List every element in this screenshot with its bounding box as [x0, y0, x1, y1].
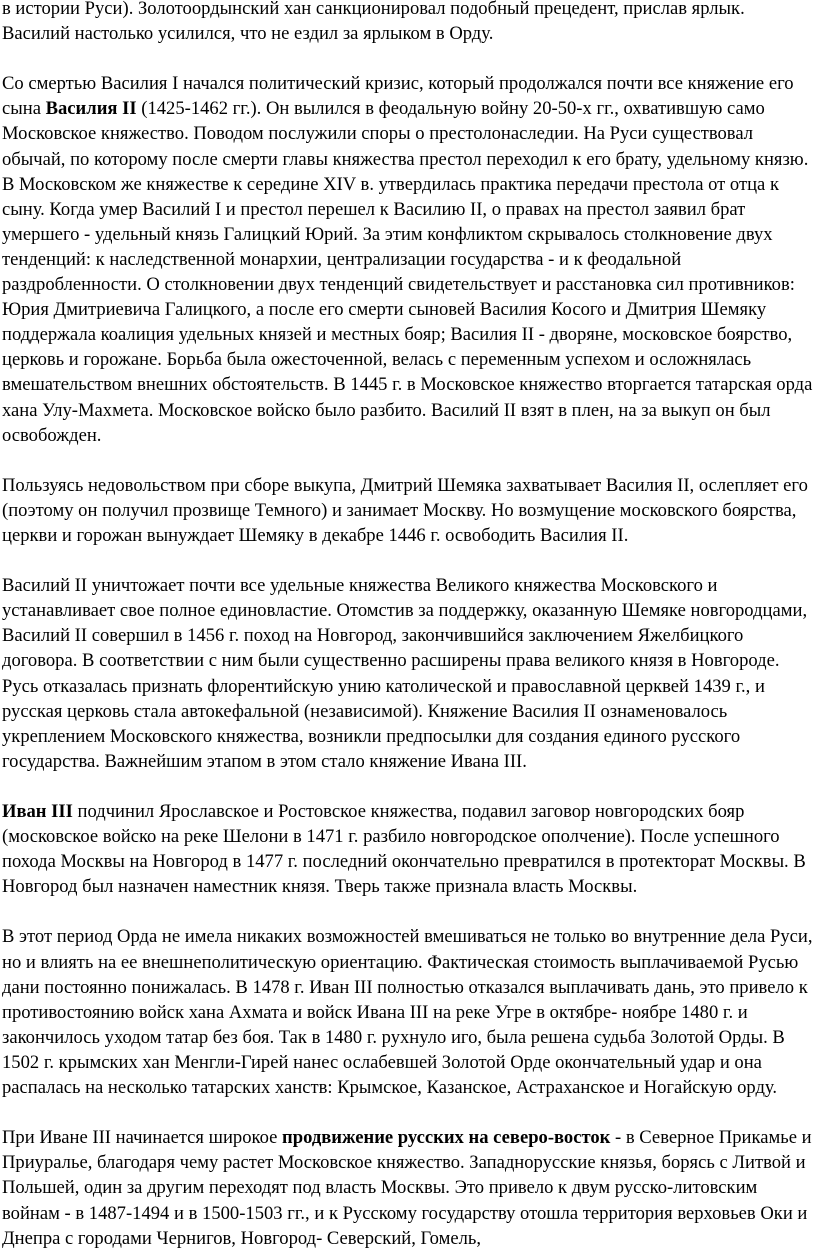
paragraph-2-bold-term: Василия II: [45, 98, 137, 120]
paragraph-5-text: подчинил Ярославское и Ростовское княжества, подавил заговор новгородских бояр (московское войско на реке Шелони в 1471 г. разбило новгородское ополчение). После успешного похода Москвы на Новгород в 1477 г. последний окончательно превратился в протекторат Москвы. В Новгород был назначен наместник князя. Тверь также признала власть Москвы.: [2, 801, 806, 898]
paragraph-2-text-a: Со смертью Василия I начался политический кризис, который продолжался почти все княжение его сына: [2, 73, 794, 120]
paragraph-3: [2, 473, 816, 548]
paragraph-3-text: Пользуясь недовольством при сборе выкупа, Дмитрий Шемяка захватывает Василия II, ослепляет его (поэтому он получил прозвище Темного) и занимает Москву. Но возмущение московского боярства, церкви и горожан вынуждает Шемяку в декабре 1446 г. освободить Василия II.: [2, 474, 808, 546]
paragraph-1: [2, 0, 816, 46]
paragraph-7-bold-term: продвижение русских на северо-восток: [282, 1127, 611, 1149]
paragraph-6: [2, 924, 816, 1100]
paragraph-2: [2, 71, 816, 447]
paragraph-4-text: Василий II уничтожает почти все удельные княжества Великого княжества Московского и устанавливает свое полное единовластие. Отомстив за поддержку, оказанную Шемяке новгородцами, Василий II совершил в 1456 г. поход на Новгород, закончившийся заключением Яжелбицкого договора. В соответствии с ним были существенно расширены права великого князя в Новгороде. Русь отказалась признать флорентийскую унию католической и православной церквей 1439 г., и русская церковь стала автокефальной (независимой). Княжение Василия II ознаменовалось укреплением Московского княжества, возникли предпосылки для создания единого русского государства. Важнейшим этапом в этом стало княжение Ивана III.: [2, 575, 808, 772]
paragraph-6-text: В этот период Орда не имела никаких возможностей вмешиваться не только во внутренние дела Руси, но и влиять на ее внешнеполитическую ориентацию. Фактическая стоимость выплачиваемой Русью дани постоянно понижалась. В 1478 г. Иван III полностью отказался выплачивать дань, это привело к противостоянию войск хана Ахмата и войск Ивана III на реке Угре в октябре- ноябре 1480 г. и закончилось уходом татар без боя. Так в 1480 г. рухнуло иго, была решена судьба Золотой Орды. В 1502 г. крымских хан Менгли-Гирей нанес ослабевшей Золотой Орде окончательный удар и она распалась на несколько татарских ханств: Крымское, Казанское, Астраханское и Ногайскую орду.: [2, 926, 813, 1099]
paragraph-7-text-a: При Иване III начинается широкое: [2, 1127, 283, 1149]
paragraph-4: [2, 573, 816, 774]
paragraph-2-text-b: (1425-1462 гг.). Он вылился в феодальную войну 20-50-х гг., охватившую само Московское княжество. Поводом послужили споры о престолонаследии. На Руси существовал обычай, по которому после смерти главы княжества престол переходил к его брату, удельному князю. В Московском же княжестве к середине XIV в. утвердилась практика передачи престола от отца к сыну. Когда умер Василий I и престол перешел к Василию II, о правах на престол заявил брат умершего - удельный князь Галицкий Юрий. За этим конфликтом скрывалось столкновение двух тенденций: к наследственной монархии, централизации государства - и к феодальной раздробленности. О столкновении двух тенденций свидетельствует и расстановка сил противников: Юрия Дмитриевича Галицкого, а после его смерти сыновей Василия Косого и Дмитрия Шемяку поддержала коалиция удельных князей и местных бояр; Василия II - дворяне, московское боярство, церковь и горожане. Борьба была ожесточенной, велась с переменным успехом и осложнялась вмешательством внешних обстоятельств. В 1445 г. в Московское княжество вторгается татарская орда хана Улу-Махмета. Московское войско было разбито. Василий II взят в плен, на за выкуп он был освобожден.: [2, 98, 813, 446]
paragraph-1-text: в истории Руси). Золотоордынский хан санкционировал подобный прецедент, прислав ярлык. Василий настолько усилился, что не ездил за ярлыком в Орду.: [2, 0, 745, 45]
paragraph-7: [2, 1125, 816, 1250]
paragraph-5-bold-term: Иван III: [2, 801, 73, 822]
paragraph-7-text-b: - в Северное Прикамье и Приуралье, благодаря чему растет Московское княжество. Западнорусские князья, борясь с Литвой и Польшей, один за другим переходят под власть Москвы. Это привело к двум русско-литовским войнам - в 1487-1494 и в 1500-1503 гг., и к Русскому государству отошла территория верховьев Оки и Днепра с городами Чернигов, Новгород- Северский, Гомель,: [2, 1127, 812, 1249]
paragraph-5: [2, 799, 816, 899]
